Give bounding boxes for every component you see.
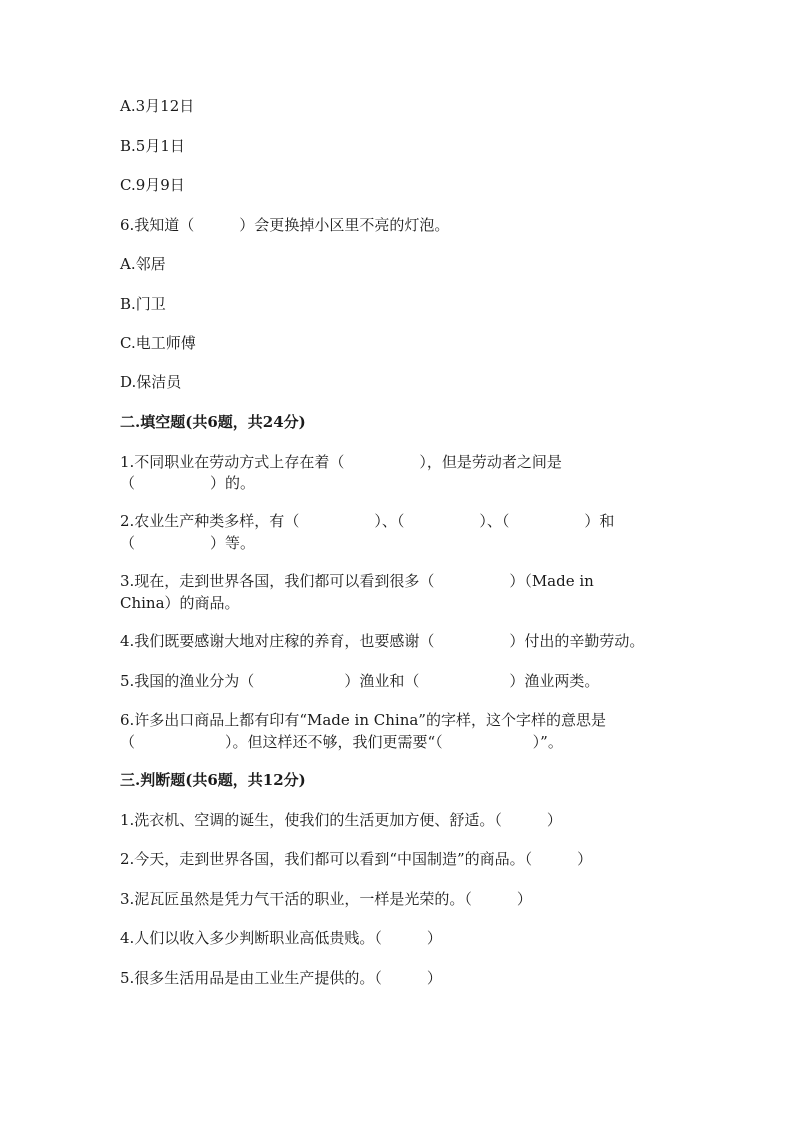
s3-item1: 1.洗衣机、空调的诞生，使我们的生活更加方便、舒适。（ ） (120, 811, 562, 829)
s2-item5-line1: 5.我国的渔业分为（ ）渔业和（ ）渔业两类。 (120, 672, 600, 690)
q5-option-a: A.3月12日 (120, 97, 195, 115)
s2-item2-line2: （ ）等。 (120, 534, 256, 552)
section3-title: 三.判断题(共6题，共12分) (120, 771, 306, 789)
q6-question: 6.我知道（ ）会更换掉小区里不亮的灯泡。 (120, 216, 450, 234)
s2-item3-line1: 3.现在，走到世界各国，我们都可以看到很多（ ）（Made in (120, 572, 594, 590)
s3-item4: 4.人们以收入多少判断职业高低贵贱。（ ） (120, 929, 442, 947)
s3-item2: 2.今天，走到世界各国，我们都可以看到“中国制造”的商品。（ ） (120, 850, 593, 868)
q5-option-b: B.5月1日 (120, 137, 185, 155)
s2-item6-line1: 6.许多出口商品上都有印有“Made in China”的字样，这个字样的意思是 (120, 711, 606, 729)
q5-option-c: C.9月9日 (120, 176, 185, 194)
s3-item5: 5.很多生活用品是由工业生产提供的。（ ） (120, 969, 442, 987)
s3-item3: 3.泥瓦匠虽然是凭力气干活的职业，一样是光荣的。（ ） (120, 890, 532, 908)
s2-item1-line1: 1.不同职业在劳动方式上存在着（ ），但是劳动者之间是 (120, 453, 562, 471)
section2-title: 二.填空题(共6题，共24分) (120, 413, 306, 431)
s2-item2-line1: 2.农业生产种类多样，有（ ）、（ ）、（ ）和 (120, 512, 615, 530)
q6-option-a: A.邻居 (120, 255, 166, 273)
s2-item1-line2: （ ）的。 (120, 474, 256, 492)
s2-item4-line1: 4.我们既要感谢大地对庄稼的养育，也要感谢（ ）付出的辛勤劳动。 (120, 632, 645, 650)
q6-option-c: C.电工师傅 (120, 334, 196, 352)
q6-option-b: B.门卫 (120, 295, 166, 313)
q6-option-d: D.保洁员 (120, 373, 182, 391)
s2-item6-line2: （ ）。但这样还不够，我们更需要“（ ）”。 (120, 733, 563, 751)
s2-item3-line2: China）的商品。 (120, 594, 240, 612)
